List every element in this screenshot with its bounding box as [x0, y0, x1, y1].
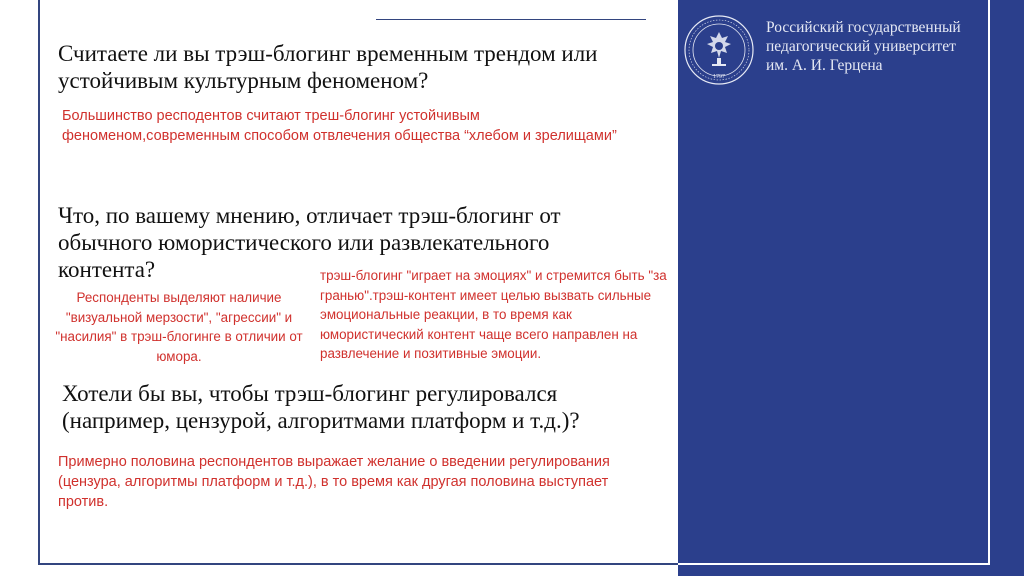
question-1: Считаете ли вы трэш-блогинг временным трендом или устойчивым культурным феноменом? — [58, 41, 598, 93]
university-name-line: им. А. И. Герцена — [766, 57, 883, 74]
frame-bottom-line — [38, 563, 678, 565]
university-name — [766, 18, 996, 75]
answer-3: Примерно половина респондентов выражает желание о введении регулирования (цензура, алгоритмы платформ и т.д.), в то время как другая половина выступает против. — [58, 454, 610, 510]
top-divider — [376, 19, 646, 20]
university-name-line: Российский государственный — [766, 19, 961, 36]
answer-2-left: Респонденты выделяют наличие "визуальной мерзости", "агрессии" и "насилия" в трэш-блогинге в отличии от юмора. — [55, 290, 303, 364]
emblem-year: 1797 — [713, 74, 725, 80]
university-name-line: педагогический университет — [766, 38, 956, 55]
answer-2-right: трэш-блогинг "играет на эмоциях" и стремится быть "за гранью".трэш-контент имеет целью вызвать сильные эмоциональные реакции, в то время как юмористический контент чаще всего направлен на развлечение и позитивные эмоции. — [320, 268, 667, 361]
university-emblem-icon — [683, 14, 755, 86]
answer-1: Большинство респодентов считают треш-блогинг устойчивым феноменом,современным способом отвлечения общества “хлебом и зрелищами” — [62, 108, 617, 144]
frame-left-line — [38, 0, 40, 565]
question-2: Что, по вашему мнению, отличает трэш-блогинг от обычного юмористического или развлекательного контента? — [58, 203, 561, 282]
question-3: Хотели бы вы, чтобы трэш-блогинг регулировался (например, цензурой, алгоритмами платформ и т.д.)? — [62, 381, 580, 433]
